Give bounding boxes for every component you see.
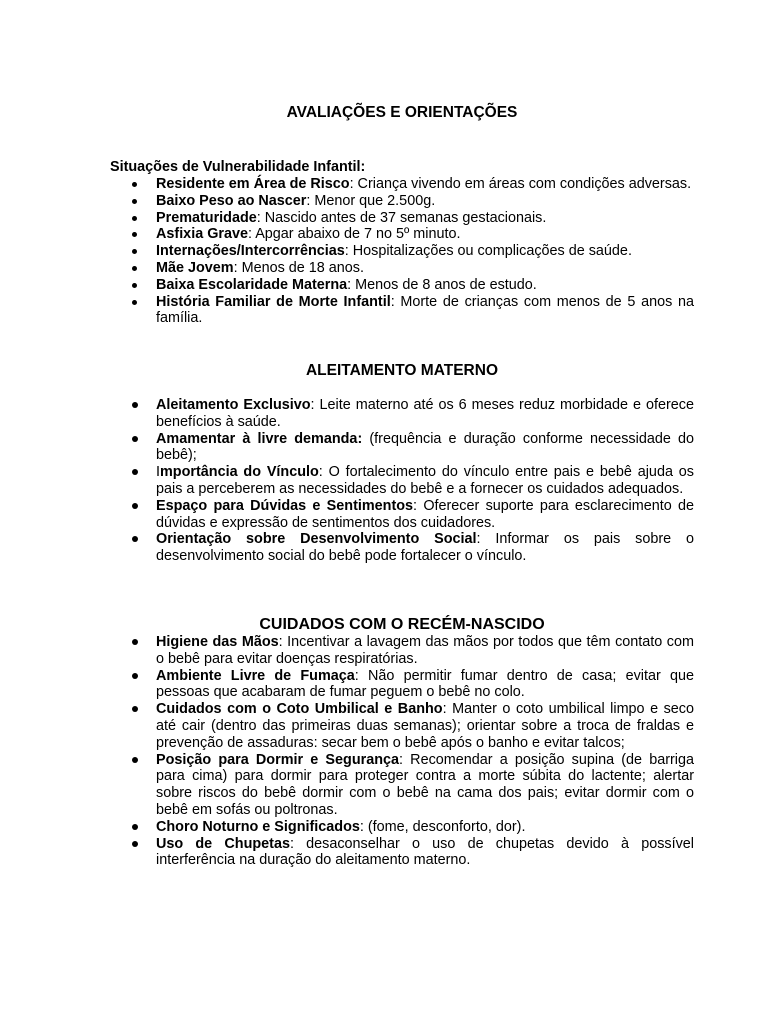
- list-item: Ambiente Livre de Fumaça: Não permitir fumar dentro de casa; evitar que pessoas que acabaram de fumar peguem o bebê no colo.: [128, 668, 694, 702]
- list-item: Prematuridade: Nascido antes de 37 semanas gestacionais.: [128, 210, 694, 227]
- list-item: Espaço para Dúvidas e Sentimentos: Oferecer suporte para esclarecimento de dúvidas e expressão de sentimentos dos cuidadores.: [128, 498, 694, 532]
- section-title-avaliacoes: AVALIAÇÕES E ORIENTAÇÕES: [286, 104, 518, 121]
- list-item: Baixa Escolaridade Materna: Menos de 8 anos de estudo.: [128, 277, 694, 294]
- list-item: Importância do Vínculo: O fortalecimento do vínculo entre pais e bebê ajuda os pais a perceberem as necessidades do bebê e a fornecer os cuidados adequados.: [128, 464, 694, 498]
- section-title-aleitamento: ALEITAMENTO MATERNO: [305, 362, 499, 379]
- list-item: Posição para Dormir e Segurança: Recomendar a posição supina (de barriga para cima) para dormir para proteger contra a morte súbita do lactente; alertar sobre riscos do bebê dormir com o bebê na cama dos pais; evitar dormir com o bebê em sofás ou poltronas.: [128, 752, 694, 819]
- list-item: Mãe Jovem: Menos de 18 anos.: [128, 260, 694, 277]
- breastfeeding-list: [128, 397, 694, 565]
- list-item: Internações/Intercorrências: Hospitalizações ou complicações de saúde.: [128, 243, 694, 260]
- section-title-cuidados: CUIDADOS COM O RECÉM-NASCIDO: [259, 616, 545, 633]
- list-item: Asfixia Grave: Apgar abaixo de 7 no 5º minuto.: [128, 226, 694, 243]
- list-item: Residente em Área de Risco: Criança vivendo em áreas com condições adversas.: [128, 176, 694, 193]
- vulnerability-list: [128, 176, 694, 327]
- list-item: Aleitamento Exclusivo: Leite materno até os 6 meses reduz morbidade e oferece benefícios à saúde.: [128, 397, 694, 431]
- list-item: Amamentar à livre demanda: (frequência e duração conforme necessidade do bebê);: [128, 431, 694, 465]
- newborn-care-list: [128, 634, 694, 869]
- list-item: Choro Noturno e Significados: (fome, desconforto, dor).: [128, 819, 694, 836]
- list-item: Baixo Peso ao Nascer: Menor que 2.500g.: [128, 193, 694, 210]
- list-item: Orientação sobre Desenvolvimento Social: Informar os pais sobre o desenvolvimento social do bebê pode fortalecer o vínculo.: [128, 531, 694, 565]
- list-item: História Familiar de Morte Infantil: Morte de crianças com menos de 5 anos na família.: [128, 294, 694, 328]
- list-item: Uso de Chupetas: desaconselhar o uso de chupetas devido à possível interferência na duração do aleitamento materno.: [128, 836, 694, 870]
- list-item: Cuidados com o Coto Umbilical e Banho: Manter o coto umbilical limpo e seco até cair (dentro das primeiras duas semanas); orientar sobre a troca de fraldas e prevenção de assaduras: secar bem o bebê após o banho e evitar talcos;: [128, 701, 694, 751]
- list-item: Higiene das Mãos: Incentivar a lavagem das mãos por todos que têm contato com o bebê para evitar doenças respiratórias.: [128, 634, 694, 668]
- vulnerability-intro: Situações de Vulnerabilidade Infantil:: [110, 159, 366, 175]
